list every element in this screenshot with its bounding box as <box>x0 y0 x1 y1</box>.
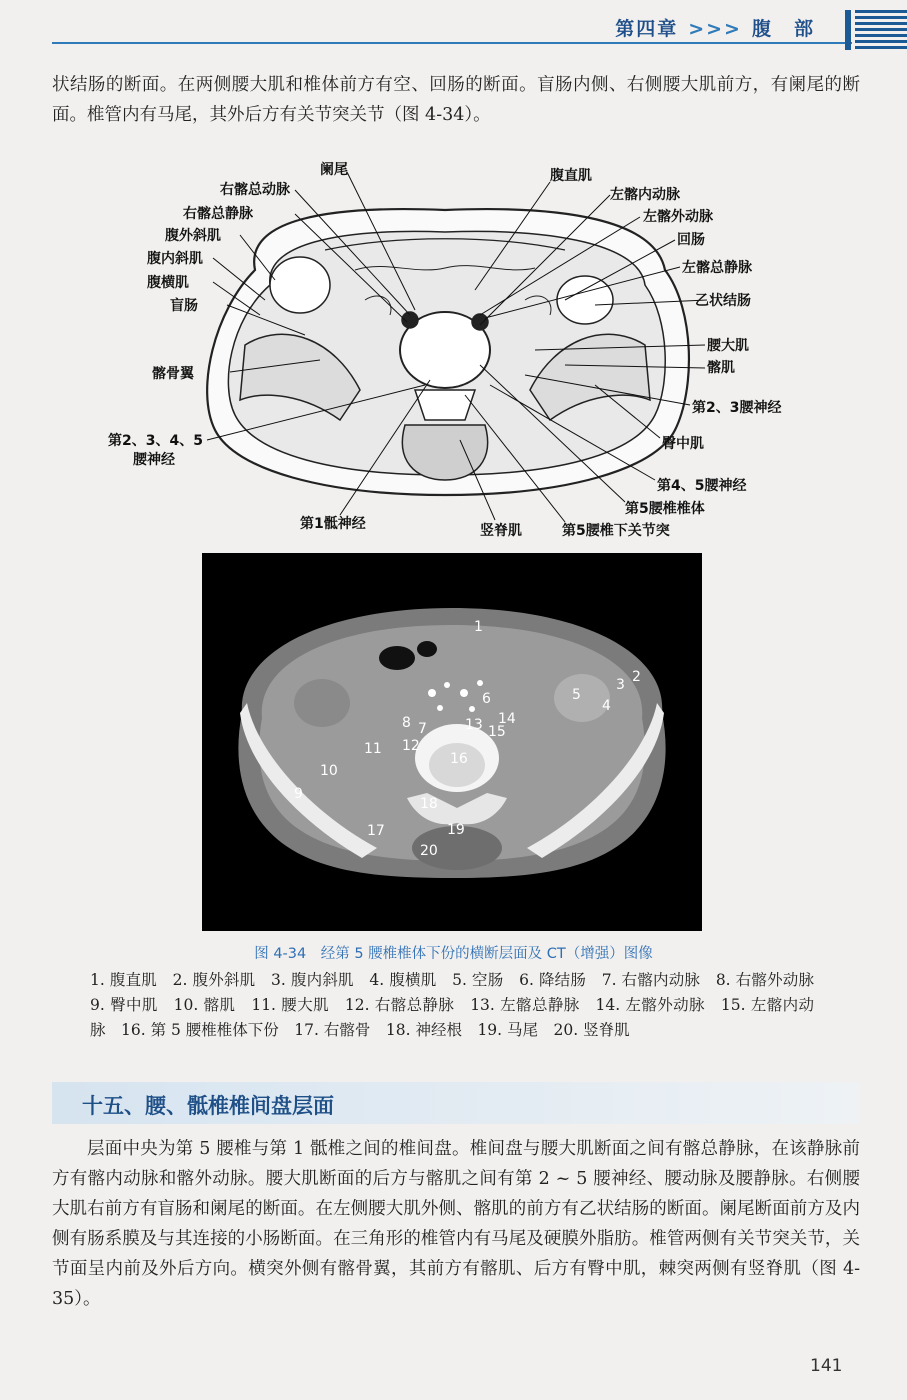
header-stripes <box>855 10 907 50</box>
label-l5-inferior-articular: 第5腰椎下关节突 <box>562 523 670 539</box>
section-title: 十五、腰、骶椎椎间盘层面 <box>82 1094 334 1118</box>
ct-label-3: 3 <box>616 677 625 693</box>
header-bar <box>845 10 851 50</box>
paragraph-bottom-text: 层面中央为第 5 腰椎与第 1 骶椎之间的椎间盘。椎间盘与腰大肌断面之间有髂总静脉，在该静脉前方有髂内动脉和髂外动脉。腰大肌断面的后方与髂肌之间有第 2 ~ 5 腰神经、腰动脉及腰静脉。右侧腰大肌右前方有盲肠和阑尾的断面。在左侧腰大肌外侧、髂肌的前方有乙状结肠的断面。阑尾断面前方及内侧有肠系膜及与其连接的小肠断面。在三角形的椎管内有马尾及硬膜外脂肪。椎管两侧有关节突关节，关节面呈内前及外后方向。横突外侧有髂骨翼，其前方有髂肌、后方有臀中肌，棘突两侧有竖脊肌（图 4-35）。 <box>52 1139 860 1309</box>
label-psoas-major: 腰大肌 <box>707 338 749 354</box>
ct-label-6: 6 <box>482 691 491 707</box>
label-internal-oblique: 腹内斜肌 <box>147 251 203 267</box>
label-ileum: 回肠 <box>677 232 705 248</box>
ct-label-4: 4 <box>602 698 611 714</box>
label-left-external-iliac-artery: 左髂外动脉 <box>643 209 713 225</box>
ct-label-14: 14 <box>498 711 516 727</box>
ct-label-13: 13 <box>465 717 483 733</box>
label-iliacus: 髂肌 <box>707 360 735 376</box>
ct-label-7: 7 <box>418 721 427 737</box>
label-appendix: 阑尾 <box>320 162 348 178</box>
ct-label-5: 5 <box>572 687 581 703</box>
page-number: 141 <box>810 1356 843 1376</box>
ct-label-12: 12 <box>402 738 420 754</box>
paragraph-top-text: 状结肠的断面。在两侧腰大肌和椎体前方有空、回肠的断面。盲肠内侧、右侧腰大肌前方，有阑尾的断面。椎管内有马尾，其外后方有关节突关节（图 4-34）。 <box>52 75 860 125</box>
label-sigmoid-colon: 乙状结肠 <box>695 293 751 309</box>
ct-label-16: 16 <box>450 751 468 767</box>
label-lumbar-nerves-2-5-b: 腰神经 <box>133 452 175 468</box>
label-cecum: 盲肠 <box>170 298 198 314</box>
label-rectus-abdominis: 腹直肌 <box>550 168 592 184</box>
page-header <box>0 0 907 60</box>
header-section: 腹 部 <box>751 18 815 40</box>
header-rule <box>52 42 852 44</box>
ct-label-8: 8 <box>402 715 411 731</box>
ct-label-18: 18 <box>420 796 438 812</box>
ct-label-19: 19 <box>447 822 465 838</box>
ct-scan-image <box>202 553 702 931</box>
header-text <box>615 14 815 41</box>
label-lumbar-nerves-2-5: 第2、3、4、5 <box>108 433 203 449</box>
ct-label-1: 1 <box>474 619 483 635</box>
cross-section-drawing <box>207 209 689 495</box>
ct-label-15: 15 <box>488 724 506 740</box>
label-gluteus-medius: 臀中肌 <box>662 436 704 452</box>
label-left-common-iliac-vein: 左髂总静脉 <box>682 260 752 276</box>
label-right-common-iliac-artery: 右髂总动脉 <box>220 182 290 198</box>
label-s1-nerve: 第1骶神经 <box>300 516 366 532</box>
anatomy-diagram <box>95 150 795 550</box>
label-left-internal-iliac-artery: 左髂内动脉 <box>610 187 680 203</box>
ct-label-10: 10 <box>320 763 338 779</box>
label-external-oblique: 腹外斜肌 <box>165 228 221 244</box>
label-lumbar-nerves-2-3: 第2、3腰神经 <box>692 400 782 416</box>
ct-label-11: 11 <box>364 741 382 757</box>
header-arrows: >>> <box>688 18 742 40</box>
label-l5-body: 第5腰椎椎体 <box>625 501 705 517</box>
figure-caption: 图 4-34 经第 5 腰椎椎体下份的横断层面及 CT（增强）图像 <box>254 946 653 962</box>
paragraph-bottom <box>52 1134 860 1314</box>
label-erector-spinae: 竖脊肌 <box>480 523 522 539</box>
ct-label-9: 9 <box>294 786 303 802</box>
header-chapter: 第四章 <box>615 18 679 40</box>
label-right-common-iliac-vein: 右髂总静脉 <box>183 206 253 222</box>
label-iliac-wing: 髂骨翼 <box>152 366 194 382</box>
ct-label-17: 17 <box>367 823 385 839</box>
label-lumbar-nerves-4-5: 第4、5腰神经 <box>657 478 747 494</box>
figure-legend: 1. 腹直肌 2. 腹外斜肌 3. 腹内斜肌 4. 腹横肌 5. 空肠 6. 降结肠 7. 右髂内动脉 8. 右髂外动脉 9. 臀中肌 10. 髂肌 11. 腰大肌 12. 右髂总静脉 13. 左髂总静脉 14. 左髂外动脉 15. 左髂内动脉 16. 第 5 腰椎椎体下份 17. 右髂骨 18. 神经根 19. 马尾 20. 竖脊肌 <box>90 971 830 1039</box>
paragraph-top <box>52 70 860 130</box>
ct-label-20: 20 <box>420 843 438 859</box>
label-transversus-abdominis: 腹横肌 <box>147 275 189 291</box>
ct-label-2: 2 <box>632 669 641 685</box>
